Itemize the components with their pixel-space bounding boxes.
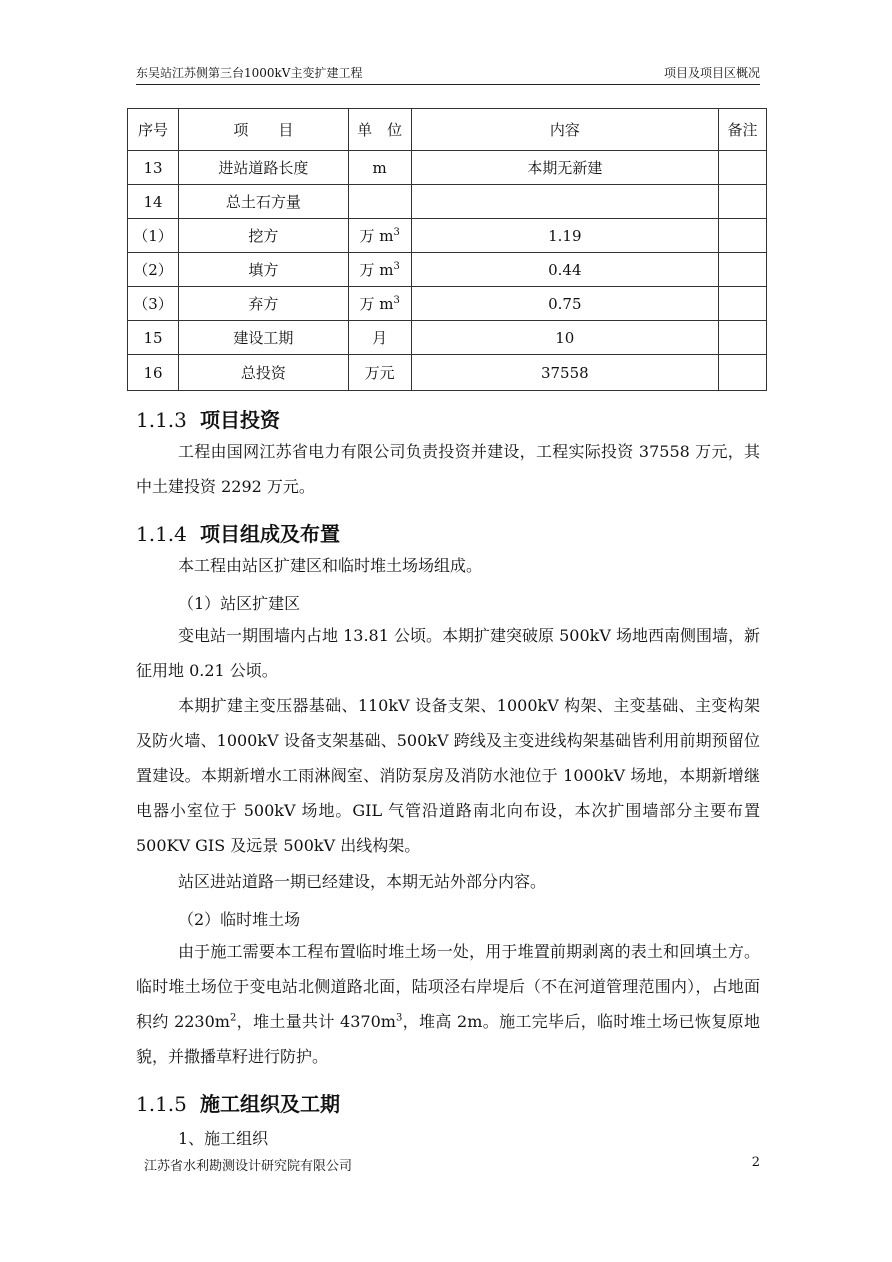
subheading-station-extension: （1）站区扩建区	[178, 594, 301, 613]
cell-content: 0.75	[411, 287, 718, 321]
cell-unit: 万 $m^3$	[348, 219, 411, 253]
col-header-note: 备注	[719, 109, 767, 151]
table-row	[128, 219, 767, 253]
cell-item: 填方	[178, 253, 348, 287]
paragraph-station-area: 变电站一期围墙内占地 13.81 公顷。本期扩建突破原 500kV 场地西南侧围墙，新征用地 0.21 公顷。	[136, 626, 760, 680]
cell-item: 弃方	[178, 287, 348, 321]
section-title: 施工组织及工期	[200, 1092, 340, 1116]
section-title: 项目投资	[200, 408, 280, 432]
section-title: 项目组成及布置	[200, 522, 340, 546]
cell-no: 15	[128, 321, 179, 355]
cell-note	[719, 151, 767, 185]
page-number: 2	[751, 1155, 760, 1170]
cell-unit: 万 $m^3$	[348, 287, 411, 321]
cell-no: 16	[128, 355, 179, 391]
table-row	[128, 355, 767, 391]
cell-content: 本期无新建	[411, 151, 718, 185]
cell-unit: 万元	[348, 355, 411, 391]
table-row	[128, 151, 767, 185]
cell-content: 1.19	[411, 219, 718, 253]
cell-item: 挖方	[178, 219, 348, 253]
cell-no: （3）	[128, 287, 179, 321]
section-heading-1-1-5	[136, 1088, 340, 1117]
header-title: 东吴站江苏侧第三台1000kV主变扩建工程	[136, 66, 363, 80]
paragraph-layout: 本期扩建主变压器基础、110kV 设备支架、1000kV 构架、主变基础、主变构架及防火墙、1000kV 设备支架基础、500kV 跨线及主变进线构架基础皆利用前期预留位置建设。本期新增水工雨淋阀室、消防泵房及消防水池位于 1000kV 场地，本期新增继电器小室位于 500kV 场地。GIL 气管沿道路南北向布设，本次扩围墙部分主要布置 500KV GIS 及远景 500kV 出线构架。	[136, 696, 760, 855]
cell-item: 总土石方量	[178, 185, 348, 219]
paragraph-composition: 本工程由站区扩建区和临时堆土场场组成。	[178, 556, 483, 575]
subheading-temporary-soil-yard: （2）临时堆土场	[178, 910, 301, 929]
col-header-content: 内容	[411, 109, 718, 151]
subheading-construction-organization: 1、施工组织	[178, 1129, 269, 1148]
table-row	[128, 287, 767, 321]
cell-content: 0.44	[411, 253, 718, 287]
cell-unit: 万 $m^3$	[348, 253, 411, 287]
paragraph-soil-yard: 由于施工需要本工程布置临时堆土场一处，用于堆置前期剥离的表土和回填土方。临时堆土场位于变电站北侧道路北面，陆项泾右岸堤后（不在河道管理范围内），占地面积约 $2230m^2$，堆土量共计 $4370m^3$，堆高 2m。施工完毕后，临时堆土场已恢复原地貌，并撒播草籽进行防护。	[136, 942, 760, 1066]
col-header-no: 序号	[128, 109, 179, 151]
cell-note	[719, 219, 767, 253]
cell-no: 13	[128, 151, 179, 185]
section-heading-1-1-4	[136, 518, 340, 547]
cell-content: 37558	[411, 355, 718, 391]
table-row	[128, 185, 767, 219]
table-row	[128, 321, 767, 355]
table-row	[128, 253, 767, 287]
paragraph-access-road: 站区进站道路一期已经建设，本期无站外部分内容。	[178, 872, 547, 891]
table-header-row	[128, 109, 767, 151]
section-heading-1-1-3	[136, 404, 280, 433]
cell-note	[719, 185, 767, 219]
cell-no: （2）	[128, 253, 179, 287]
cell-unit: 月	[348, 321, 411, 355]
project-table	[127, 108, 767, 391]
cell-note	[719, 355, 767, 391]
header-section: 项目及项目区概况	[663, 66, 760, 80]
cell-no: （1）	[128, 219, 179, 253]
cell-content: 10	[411, 321, 718, 355]
section-number: 1.1.4	[136, 522, 187, 546]
col-header-unit: 单 位	[348, 109, 411, 151]
cell-item: 总投资	[178, 355, 348, 391]
cell-no: 14	[128, 185, 179, 219]
cell-item: 建设工期	[178, 321, 348, 355]
cell-unit	[348, 185, 411, 219]
cell-item: 进站道路长度	[178, 151, 348, 185]
cell-content	[411, 185, 718, 219]
page-header	[136, 64, 760, 85]
cell-note	[719, 253, 767, 287]
cell-note	[719, 321, 767, 355]
cell-unit: m	[348, 151, 411, 185]
section-number: 1.1.5	[136, 1092, 187, 1116]
cell-note	[719, 287, 767, 321]
footer-company: 江苏省水利勘测设计研究院有限公司	[144, 1159, 353, 1174]
page-footer	[144, 1155, 760, 1174]
paragraph-investment: 工程由国网江苏省电力有限公司负责投资并建设，工程实际投资 37558 万元，其中土建投资 2292 万元。	[136, 442, 760, 496]
col-header-item: 项 目	[178, 109, 348, 151]
section-number: 1.1.3	[136, 408, 187, 432]
